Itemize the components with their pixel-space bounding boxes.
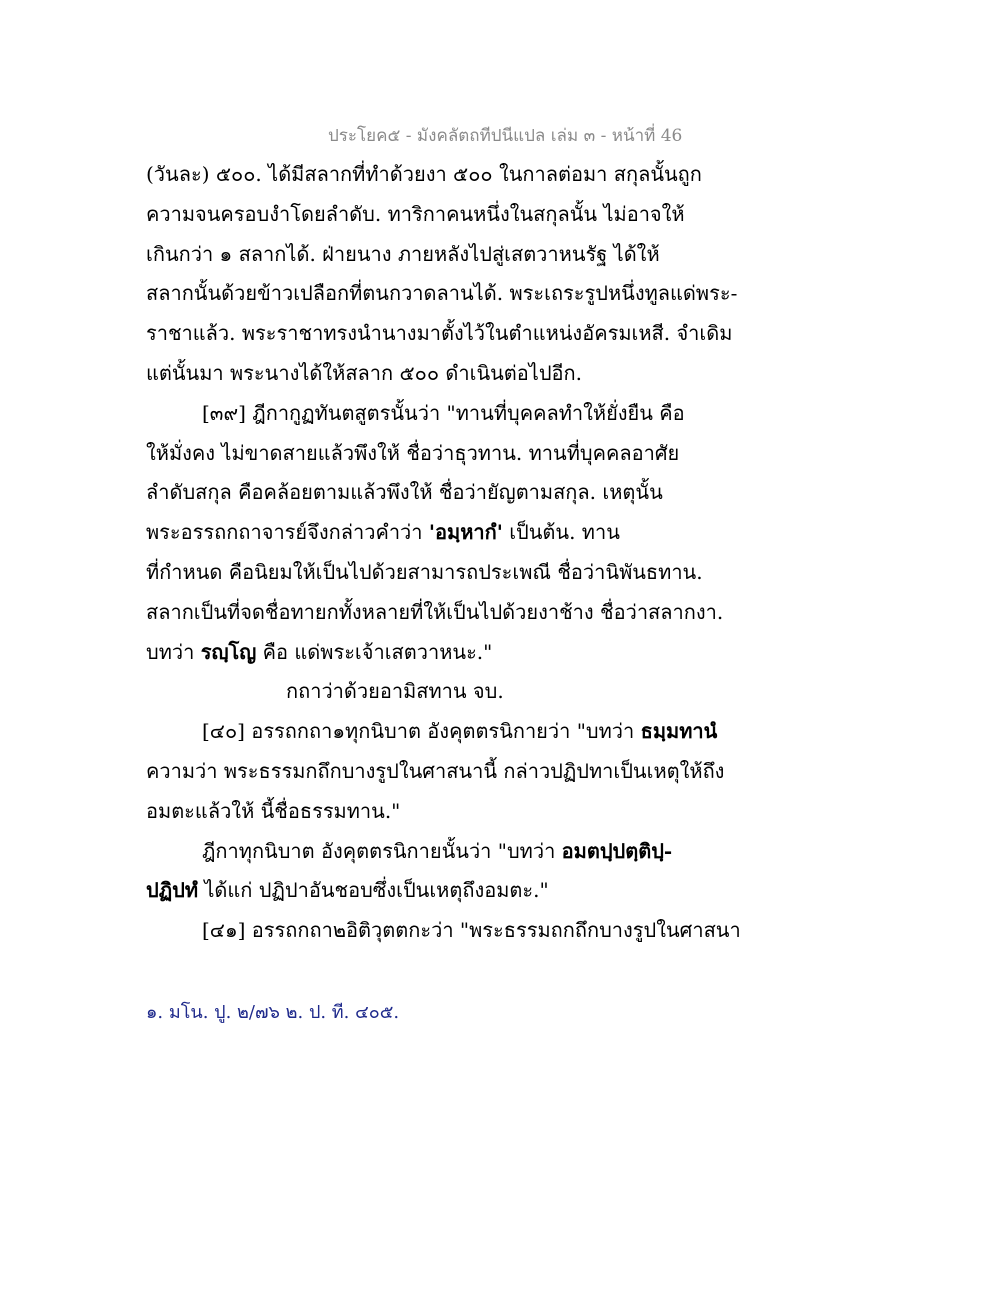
text-segment: บทว่า [146, 639, 201, 664]
paragraph-tika-start [146, 832, 726, 872]
paragraph-41-start: [๔๑] อรรถกถา๒อิติวุตตกะว่า "พระธรรมถกถึกบางรูปในศาสนา [202, 918, 741, 943]
text-line: ที่กำหนด คือนิยมให้เป็นไปด้วยสามารถประเพณี ชื่อว่านิพันธทาน. [146, 559, 703, 584]
text-line: ให้มั่งคง ไม่ขาดสายแล้วพึงให้ ชื่อว่าธุวทาน. ทานที่บุคคลอาศัย [146, 440, 680, 465]
text-line: ความจนครอบงำโดยลำดับ. ทาริกาคนหนึ่งในสกุลนั้น ไม่อาจให้ [146, 201, 685, 226]
text-line: แต่นั้นมา พระนางได้ให้สลาก ๕๐๐ ดำเนินต่อไปอีก. [146, 360, 583, 385]
paragraph-39-start: [๓๙] ฎีกากูฏทันตสูตรนั้นว่า "ทานที่บุคคลทำให้ยั่งยืน คือ [202, 400, 685, 425]
pali-term: 'อมฺหากํ' [428, 520, 503, 545]
footnote: ๑. มโน. ปู. ๒/๗๖ ๒. ป. ที. ๔๐๕. [146, 1002, 400, 1023]
text-line [146, 871, 726, 911]
pali-term: อมตปฺปตฺติปฺ- [561, 838, 673, 863]
pali-term: รญฺโญ [200, 639, 257, 664]
text-segment: ได้แก่ ปฏิปาอันชอบซึ่งเป็นเหตุถึงอมตะ." [198, 878, 549, 903]
text-line [146, 633, 726, 673]
text-line: ราชาแล้ว. พระราชาทรงนำนางมาตั้งไว้ในตำแหน่งอัครมเหสี. จำเดิม [146, 321, 733, 346]
text-line: สลากนั้นด้วยข้าวเปลือกที่ตนกวาดลานได้. พระเถระรูปหนึ่งทูลแด่พระ- [146, 281, 738, 306]
section-end: กถาว่าด้วยอามิสทาน จบ. [286, 679, 504, 704]
text-segment: [๔๐] อรรถกถา๑ทุกนิบาต อังคุตตรนิกายว่า "บทว่า [202, 719, 641, 744]
paragraph-40-start [146, 712, 726, 752]
text-segment: พระอรรถกถาจารย์จึงกล่าวคำว่า [146, 520, 429, 545]
text-line [146, 513, 726, 553]
page-header: ประโยค๕ - มังคลัตถทีปนีแปล เล่ม ๓ - หน้าที่ 46 [328, 126, 683, 146]
pali-term: ธมฺมทานํ [640, 719, 718, 744]
text-segment: เป็นต้น. ทาน [502, 520, 620, 545]
text-line: ความว่า พระธรรมกถึกบางรูปในศาสนานี้ กล่าวปฏิปทาเป็นเหตุให้ถึง [146, 758, 725, 783]
body-text [146, 155, 741, 951]
text-line: ลำดับสกุล คือคล้อยตามแล้วพึงให้ ชื่อว่ายัญตามสกุล. เหตุนั้น [146, 480, 663, 505]
text-line: เกินกว่า ๑ สลากได้. ฝ่ายนาง ภายหลังไปสู่เสตวาหนรัฐ ได้ให้ [146, 241, 660, 266]
text-line: อมตะแล้วให้ นี้ชื่อธรรมทาน." [146, 798, 401, 823]
text-line: สลากเป็นที่จดชื่อทายกทั้งหลายที่ให้เป็นไปด้วยงาช้าง ชื่อว่าสลากงา. [146, 599, 724, 624]
pali-term: ปฏิปทํ [146, 878, 199, 903]
text-line: (วันละ) ๕๐๐. ได้มีสลากที่ทำด้วยงา ๕๐๐ ในกาลต่อมา สกุลนั้นถูก [146, 162, 702, 186]
text-segment: ฎีกาทุกนิบาต อังคุตตรนิกายนั้นว่า "บทว่า [202, 838, 562, 863]
text-segment: คือ แด่พระเจ้าเสตวาหนะ." [256, 639, 493, 664]
